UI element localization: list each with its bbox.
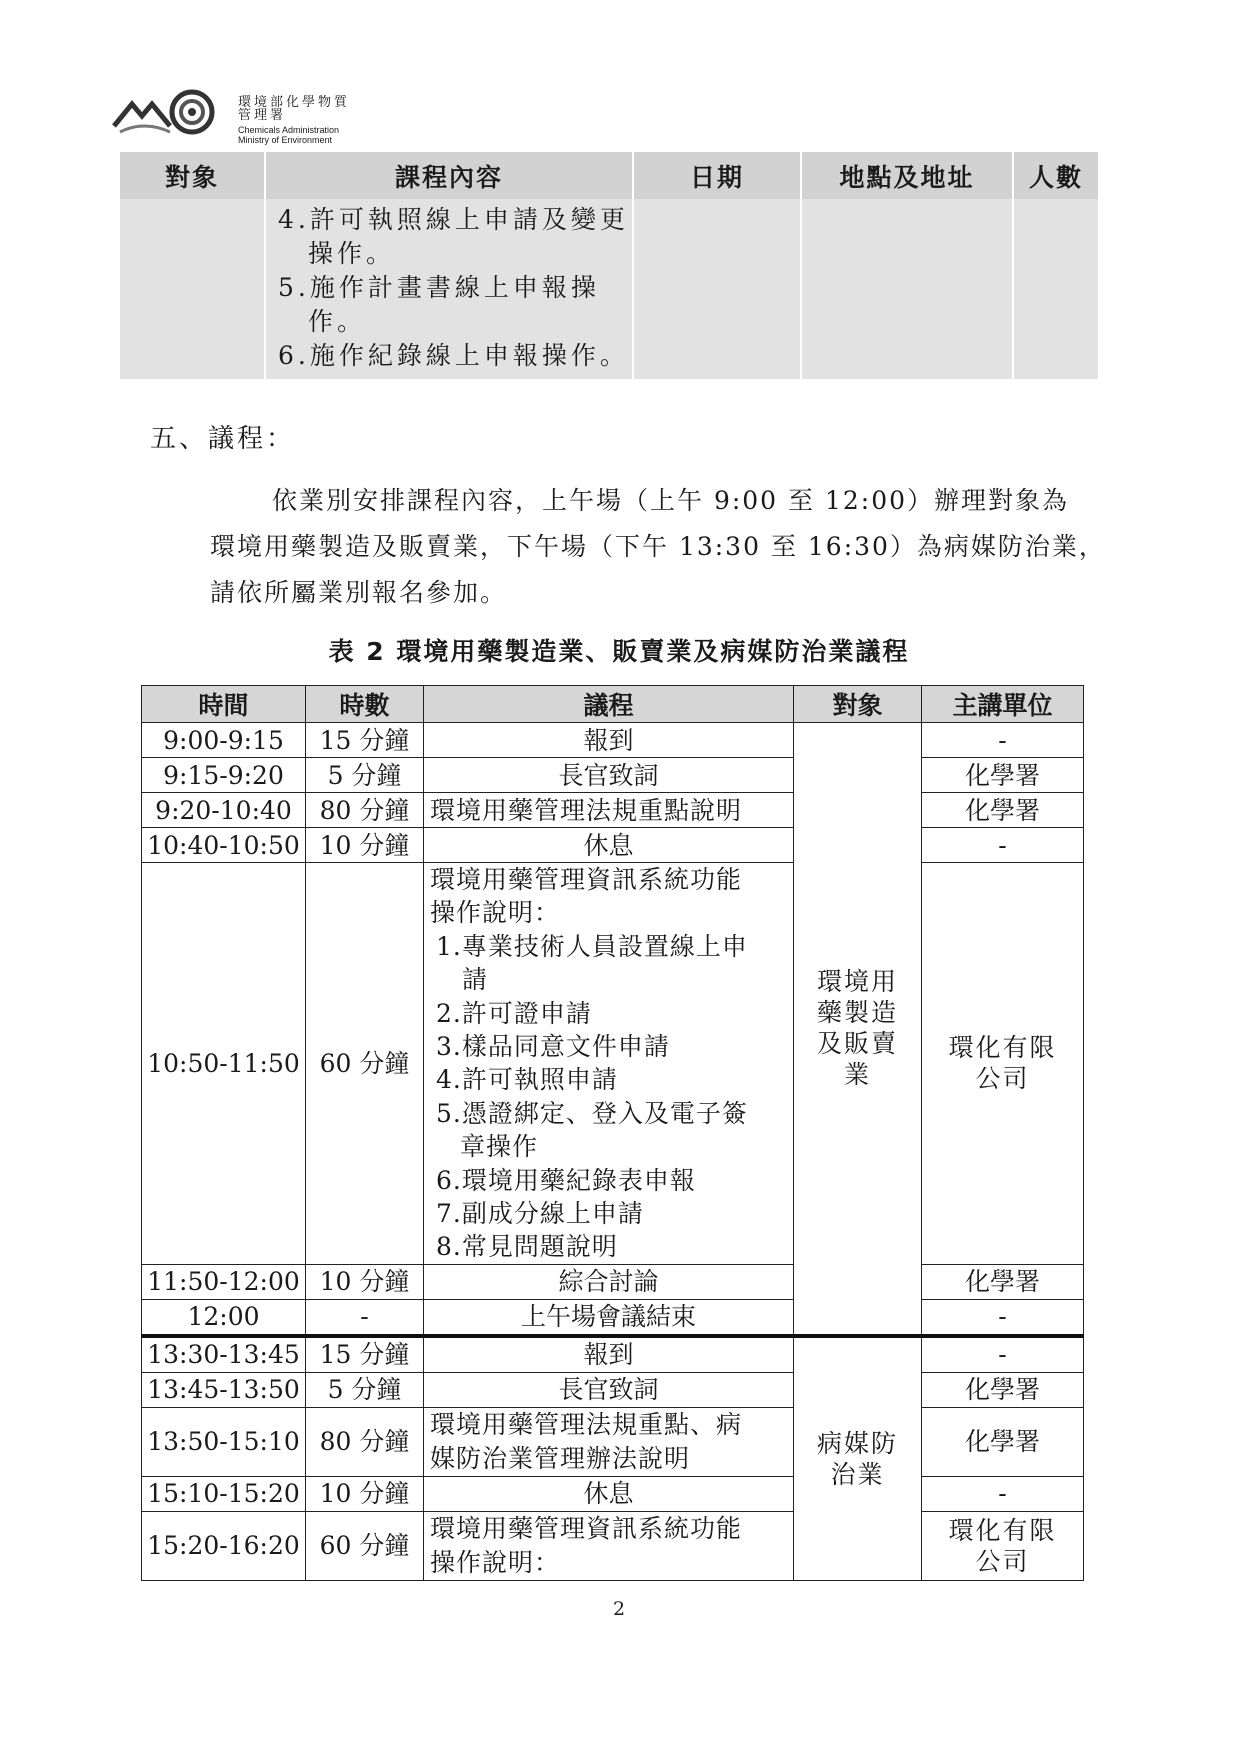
col-header-target: 對象: [120, 152, 265, 199]
course-table-row: [120, 199, 1098, 379]
topic-line: 6.環境用藥紀錄表申報: [436, 1165, 696, 1195]
target-line: 業: [843, 1060, 871, 1090]
cell-topic: 休息: [424, 828, 794, 863]
topic-line: 環境用藥管理資訊系統功能: [430, 1514, 743, 1544]
cell-topic: 綜合討論: [424, 1264, 794, 1299]
target-line: 藥製造: [816, 998, 898, 1028]
cell-speaker: [922, 863, 1084, 1265]
cell-time: 15:20-16:20: [142, 1511, 306, 1580]
cell-duration: -: [306, 1299, 424, 1336]
col-header-time: 時間: [142, 686, 306, 723]
cell-topic-list: [424, 1407, 794, 1476]
cell-topic: 長官致詞: [424, 758, 794, 793]
topic-line: 8.常見問題說明: [436, 1232, 618, 1262]
cell-time: 10:40-10:50: [142, 828, 306, 863]
cell-duration: 5 分鐘: [306, 758, 424, 793]
course-item: 5.施作計畫書線上申報操: [278, 273, 600, 302]
cell-speaker: 化學署: [922, 1264, 1084, 1299]
cell-date: [633, 199, 801, 379]
topic-line: 4.許可執照申請: [436, 1065, 618, 1095]
col-header-duration: 時數: [306, 686, 424, 723]
table-row: [142, 1372, 1084, 1407]
cell-time: 12:00: [142, 1299, 306, 1336]
cell-time: 9:20-10:40: [142, 793, 306, 828]
cell-duration: 60 分鐘: [306, 1511, 424, 1580]
table-caption: 表 2 環境用藥製造業、販賣業及病媒防治業議程: [328, 637, 910, 666]
agency-emblem-icon: [112, 88, 232, 138]
agenda-table: [141, 685, 1084, 1581]
cell-time: 13:45-13:50: [142, 1372, 306, 1407]
topic-line: 環境用藥管理資訊系統功能: [430, 865, 743, 894]
course-item: 6.施作紀錄線上申報操作。: [278, 341, 629, 370]
cell-course-content: [265, 199, 633, 379]
cell-topic: 休息: [424, 1476, 794, 1511]
cell-duration: 80 分鐘: [306, 1407, 424, 1476]
table-row: [142, 793, 1084, 828]
cell-time: 13:50-15:10: [142, 1407, 306, 1476]
speaker-line: 環化有限: [948, 1515, 1057, 1545]
target-line: 病媒防: [816, 1428, 898, 1458]
topic-line: 媒防治業管理辦法說明: [430, 1443, 691, 1473]
table-row: [142, 1407, 1084, 1476]
cell-speaker: -: [922, 1299, 1084, 1336]
course-item-cont: 作。: [308, 307, 367, 336]
cell-topic: 環境用藥管理法規重點說明: [424, 793, 794, 828]
table-row: [142, 828, 1084, 863]
cell-speaker: 化學署: [922, 1407, 1084, 1476]
cell-time: 9:00-9:15: [142, 723, 306, 758]
speaker-line: 公司: [975, 1546, 1030, 1576]
cell-duration: 10 分鐘: [306, 1476, 424, 1511]
topic-line: 操作說明：: [430, 898, 561, 928]
section-title: 五、議程：: [150, 424, 296, 454]
org-name-zh: 環境部化學物質管理署: [238, 95, 351, 123]
topic-line: 環境用藥管理法規重點、病: [430, 1410, 743, 1440]
cell-target: [120, 199, 265, 379]
course-table-header: [120, 152, 1098, 199]
cell-time: 13:30-13:45: [142, 1336, 306, 1373]
col-header-speaker: 主講單位: [922, 686, 1084, 723]
topic-line: 1.專業技術人員設置線上申: [436, 931, 748, 961]
cell-topic-list: [424, 1511, 794, 1580]
target-line: 治業: [830, 1459, 885, 1489]
cell-topic: 報到: [424, 1336, 794, 1373]
cell-target-morning: [794, 723, 922, 1336]
col-header-count: 人數: [1013, 152, 1098, 199]
cell-duration: 15 分鐘: [306, 1336, 424, 1373]
cell-duration: 15 分鐘: [306, 723, 424, 758]
cell-speaker: 化學署: [922, 758, 1084, 793]
org-name-en-1: Chemicals Administration: [238, 125, 340, 135]
topic-line: 5.憑證綁定、登入及電子簽: [436, 1098, 748, 1128]
cell-speaker: -: [922, 1336, 1084, 1373]
col-header-location: 地點及地址: [801, 152, 1013, 199]
cell-duration: 10 分鐘: [306, 828, 424, 863]
cell-speaker: -: [922, 828, 1084, 863]
agency-logo: [112, 88, 352, 145]
table-row: [142, 758, 1084, 793]
topic-line: 7.副成分線上申請: [436, 1199, 644, 1229]
cell-target-afternoon: [794, 1336, 922, 1581]
course-table: [120, 152, 1098, 379]
cell-duration: 5 分鐘: [306, 1372, 424, 1407]
cell-topic-list: [424, 863, 794, 1265]
table-row: [142, 1511, 1084, 1580]
cell-topic: 上午場會議結束: [424, 1299, 794, 1336]
speaker-line: 環化有限: [948, 1033, 1057, 1063]
cell-topic: 長官致詞: [424, 1372, 794, 1407]
target-line: 環境用: [816, 967, 898, 997]
cell-topic: 報到: [424, 723, 794, 758]
cell-duration: 60 分鐘: [306, 863, 424, 1265]
table-row: [142, 723, 1084, 758]
topic-line: 章操作: [460, 1132, 539, 1162]
page-number: 2: [612, 1598, 626, 1620]
org-name-en-2: Ministry of Environment: [238, 135, 333, 145]
cell-time: 11:50-12:00: [142, 1264, 306, 1299]
topic-line: 3.樣品同意文件申請: [436, 1032, 670, 1062]
cell-location: [801, 199, 1013, 379]
target-line: 及販賣: [816, 1029, 898, 1059]
agenda-header: [142, 686, 1084, 723]
cell-count: [1013, 199, 1098, 379]
cell-speaker: -: [922, 1476, 1084, 1511]
speaker-line: 公司: [975, 1064, 1030, 1094]
col-header-target: 對象: [794, 686, 922, 723]
cell-duration: 80 分鐘: [306, 793, 424, 828]
para-line: 請依所屬業別報名參加。: [210, 578, 508, 607]
cell-duration: 10 分鐘: [306, 1264, 424, 1299]
agenda-description: [210, 478, 1110, 616]
cell-speaker: 化學署: [922, 793, 1084, 828]
para-line: 依業別安排課程內容，上午場（上午 9:00 至 12:00）辦理對象為: [272, 486, 1070, 515]
table-row: [142, 1476, 1084, 1511]
topic-line: 2.許可證申請: [436, 998, 592, 1028]
table-row: [142, 1264, 1084, 1299]
topic-line: 請: [462, 965, 489, 995]
table-row: [142, 1336, 1084, 1373]
col-header-content: 課程內容: [265, 152, 633, 199]
cell-speaker: 化學署: [922, 1372, 1084, 1407]
topic-line: 操作說明：: [430, 1547, 561, 1577]
course-item: 4.許可執照線上申請及變更: [278, 205, 629, 234]
col-header-agenda: 議程: [424, 686, 794, 723]
col-header-date: 日期: [633, 152, 801, 199]
cell-speaker: [922, 1511, 1084, 1580]
table-row: [142, 863, 1084, 1265]
cell-speaker: -: [922, 723, 1084, 758]
cell-time: 10:50-11:50: [142, 863, 306, 1265]
cell-time: 15:10-15:20: [142, 1476, 306, 1511]
cell-time: 9:15-9:20: [142, 758, 306, 793]
para-line: 環境用藥製造及販賣業，下午場（下午 13:30 至 16:30）為病媒防治業，: [210, 532, 1106, 561]
course-item-cont: 操作。: [308, 239, 396, 268]
table-row: [142, 1299, 1084, 1336]
